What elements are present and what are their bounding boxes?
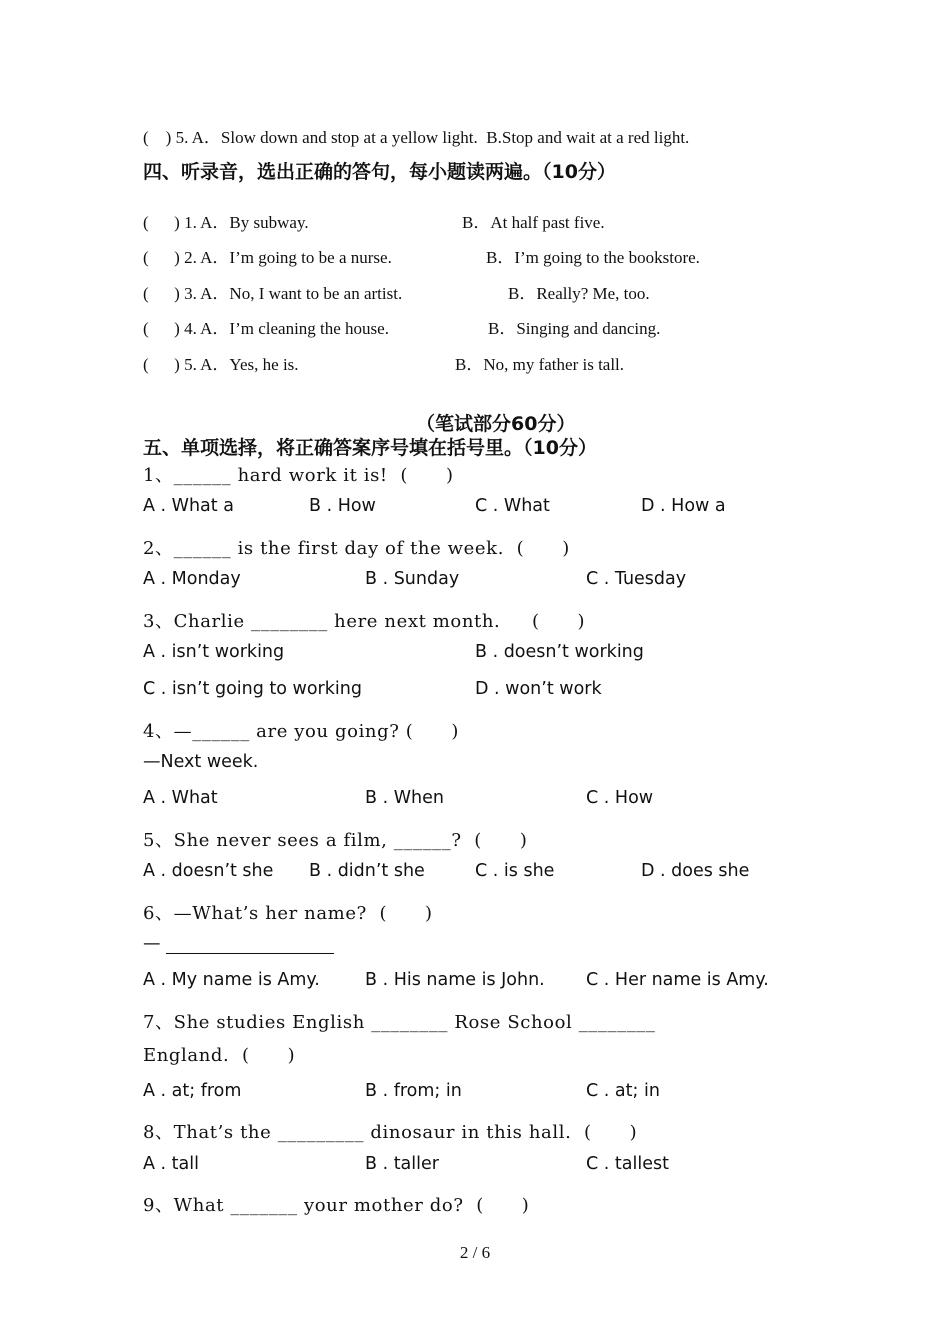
s5-q7-option-a: A . at; from — [143, 1081, 242, 1101]
s5-q4-answer-line: —Next week. — [143, 752, 259, 772]
s5-q2-option-a: A . Monday — [143, 569, 241, 589]
s5-q3-option-b: B . doesn’t working — [475, 642, 644, 662]
s5-q6-option-a: A . My name is Amy. — [143, 970, 320, 990]
s5-q8-option-a: A . tall — [143, 1154, 199, 1174]
page-number: 2 / 6 — [459, 1243, 491, 1262]
s5-q1-option-c: C . What — [475, 496, 550, 516]
s5-q5-stem: 5、She never sees a film, ______? ( ) — [143, 830, 528, 851]
s5-q4-option-b: B . When — [365, 788, 444, 808]
s5-q2-stem: 2、______ is the first day of the week. ( ) — [143, 538, 570, 559]
s4-q3-option-a: ( ) 3. A．No, I want to be an artist. — [143, 284, 403, 303]
s4-q1-option-b: B．At half past five. — [462, 213, 605, 232]
s4-q2-option-a: ( ) 2. A．I’m going to be a nurse. — [143, 248, 392, 267]
listening-question-5-prev: ( ) 5. A．Slow down and stop at a yellow light. B.Stop and wait at a red light. — [143, 128, 690, 147]
s4-q2-option-b: B．I’m going to the bookstore. — [486, 248, 700, 267]
written-part-heading: （笔试部分60分） — [416, 413, 576, 435]
s4-q1-option-a: ( ) 1. A．By subway. — [143, 213, 309, 232]
s5-q3-option-c: C . isn’t going to working — [143, 679, 362, 699]
s5-q2-option-c: C . Tuesday — [586, 569, 687, 589]
s5-q8-stem: 8、That’s the _________ dinosaur in this hall. ( ) — [143, 1122, 638, 1143]
s5-q1-option-a: A . What a — [143, 496, 234, 516]
s5-q5-option-d: D . does she — [641, 861, 750, 881]
s5-q1-option-d: D . How a — [641, 496, 726, 516]
s5-q7-stem-line2: England. ( ) — [143, 1045, 296, 1066]
s4-q4-option-a: ( ) 4. A．I’m cleaning the house. — [143, 319, 389, 338]
s5-q6-stem: 6、—What’s her name? ( ) — [143, 903, 433, 924]
s5-q7-option-b: B . from; in — [365, 1081, 462, 1101]
s5-q1-option-b: B . How — [309, 496, 376, 516]
s4-q5-option-b: B．No, my father is tall. — [455, 355, 625, 374]
s5-q6-option-c: C . Her name is Amy. — [586, 970, 769, 990]
s5-q3-option-a: A . isn’t working — [143, 642, 285, 662]
s5-q8-option-b: B . taller — [365, 1154, 439, 1174]
s5-q5-option-b: B . didn’t she — [309, 861, 425, 881]
s5-q7-option-c: C . at; in — [586, 1081, 660, 1101]
s5-q3-option-d: D . won’t work — [475, 679, 602, 699]
s5-q1-stem: 1、______ hard work it is! ( ) — [143, 465, 454, 486]
s4-q3-option-b: B．Really? Me, too. — [508, 284, 650, 303]
s5-q4-option-c: C . How — [586, 788, 654, 808]
s5-q6-option-b: B . His name is John. — [365, 970, 545, 990]
s5-q5-option-c: C . is she — [475, 861, 555, 881]
s5-q4-stem: 4、—______ are you going? ( ) — [143, 721, 459, 742]
s5-q9-stem: 9、What _______ your mother do? ( ) — [143, 1195, 530, 1216]
s4-q4-option-b: B．Singing and dancing. — [488, 319, 661, 338]
s5-q2-option-b: B . Sunday — [365, 569, 460, 589]
section-5-title: 五、单项选择，将正确答案序号填在括号里。（10分） — [143, 437, 597, 459]
s4-q5-option-a: ( ) 5. A．Yes, he is. — [143, 355, 299, 374]
s5-q6-answer-dash: — — [143, 934, 161, 954]
section-4-title: 四、听录音，选出正确的答句，每小题读两遍。（10分） — [143, 161, 616, 183]
s5-q4-option-a: A . What — [143, 788, 218, 808]
s5-q5-option-a: A . doesn’t she — [143, 861, 274, 881]
s5-q3-stem: 3、Charlie ________ here next month. ( ) — [143, 611, 586, 632]
s5-q8-option-c: C . tallest — [586, 1154, 669, 1174]
s5-q7-stem-line1: 7、She studies English ________ Rose School ________ — [143, 1012, 656, 1033]
s5-q6-answer-blank — [166, 953, 334, 954]
